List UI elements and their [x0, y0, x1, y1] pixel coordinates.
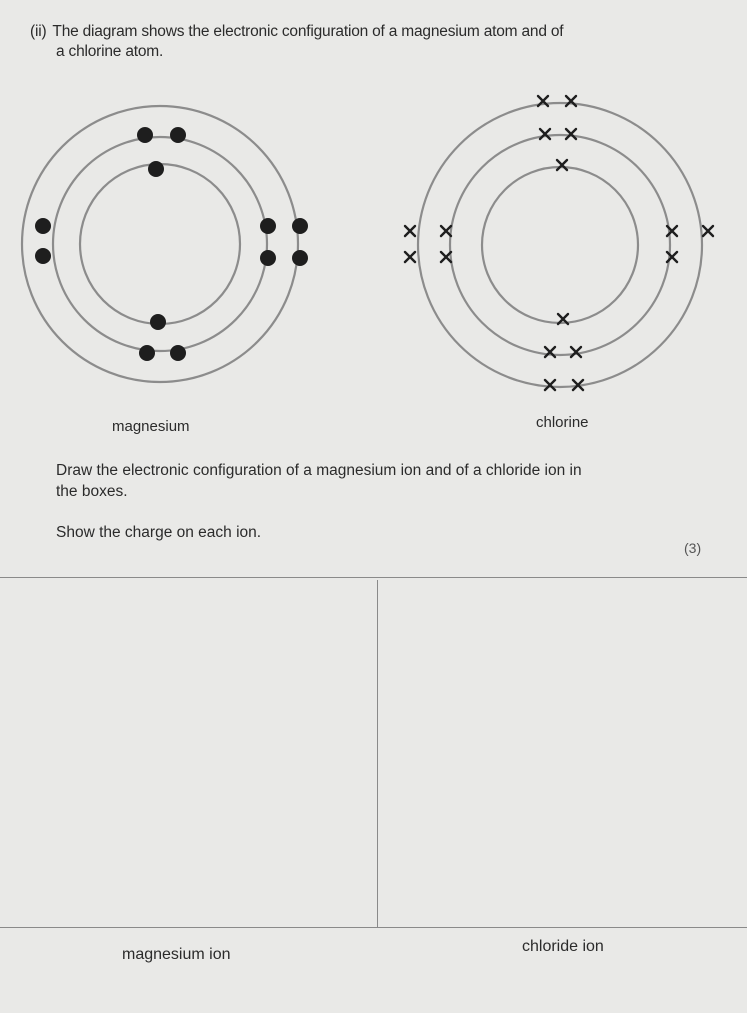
mg-electron: [148, 161, 164, 177]
magnesium-ion-label: magnesium ion: [122, 946, 231, 963]
chlorine-electrons: [405, 96, 713, 390]
instruction-text: [56, 460, 696, 502]
cl-electron: [405, 226, 415, 236]
chlorine-atom-diagram: [418, 103, 702, 387]
cl-electron: [441, 226, 451, 236]
magnesium-atom-diagram: [22, 106, 298, 382]
chlorine-label: chlorine: [536, 414, 589, 431]
magnesium-label: magnesium: [112, 418, 190, 435]
cl-electron: [405, 252, 415, 262]
mg-electron: [170, 127, 186, 143]
mg-electron: [139, 345, 155, 361]
cl-electron: [703, 226, 713, 236]
mg-electron: [260, 218, 276, 234]
chlorine-outer-shell: [418, 103, 702, 387]
cl-electron: [441, 252, 451, 262]
cl-electron: [566, 129, 576, 139]
cl-electron: [557, 160, 567, 170]
mg-electron: [292, 218, 308, 234]
question-line-1: The diagram shows the electronic configuration of a magnesium atom and of: [52, 23, 564, 40]
magnesium-inner-shell: [80, 164, 240, 324]
magnesium-outer-shell: [22, 106, 298, 382]
cl-electron: [571, 347, 581, 357]
atom-diagrams: [0, 0, 747, 440]
mg-electron: [170, 345, 186, 361]
question-line-2: a chlorine atom.: [56, 43, 164, 60]
mg-electron: [35, 248, 51, 264]
chlorine-inner-shell: [482, 167, 638, 323]
cl-electron: [545, 380, 555, 390]
magnesium-ion-answer-box[interactable]: [0, 578, 376, 926]
mg-electron: [137, 127, 153, 143]
question-number: (ii): [30, 23, 47, 40]
instruction-line-1: Draw the electronic configuration of a magnesium ion and of a chloride ion in: [56, 462, 582, 479]
answer-box-bottom-border: [0, 927, 747, 928]
marks-allocation: (3): [684, 540, 702, 556]
mg-electron: [292, 250, 308, 266]
mg-electron: [150, 314, 166, 330]
chloride-ion-label: chloride ion: [522, 938, 604, 955]
mg-electron: [260, 250, 276, 266]
mg-electron: [35, 218, 51, 234]
instruction-line-2: the boxes.: [56, 483, 128, 500]
chloride-ion-answer-box[interactable]: [379, 578, 747, 926]
charge-instruction: Show the charge on each ion.: [56, 524, 262, 541]
cl-electron: [540, 129, 550, 139]
answer-box-divider: [377, 580, 378, 928]
